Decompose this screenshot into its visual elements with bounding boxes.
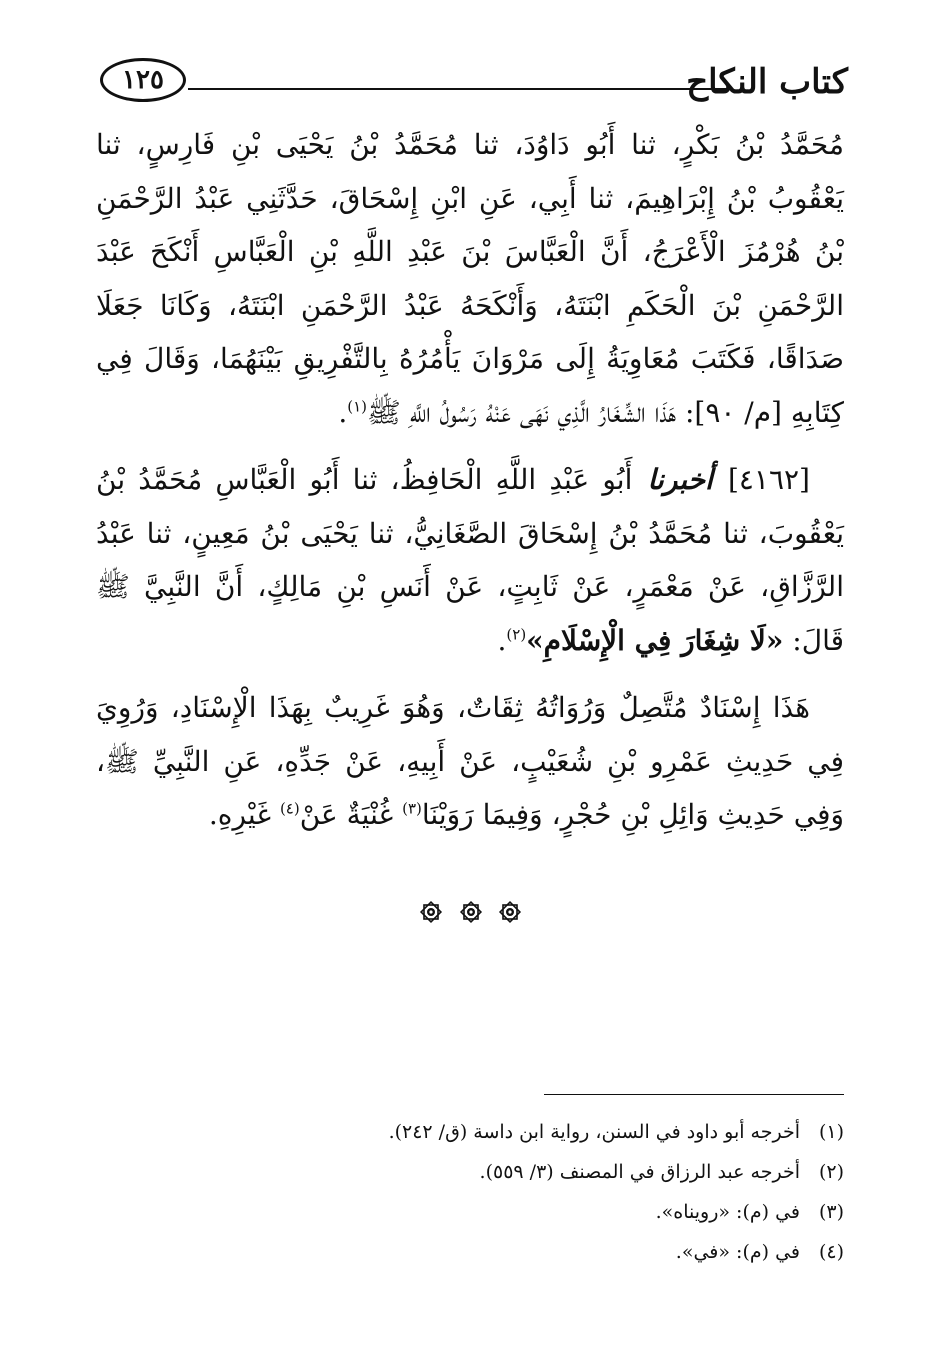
- footnote-4: [96, 1232, 844, 1272]
- paragraph-3-text-b: غُنْيَةٌ عَنْ: [299, 798, 394, 831]
- running-header: [100, 58, 848, 108]
- footnote-number: (١): [818, 1121, 844, 1143]
- lead-word: أخبرنا: [647, 463, 713, 496]
- footnote-ref-4: (٤): [279, 799, 300, 818]
- paragraph-3-text-c: غَيْرِهِ.: [208, 798, 272, 831]
- footnote-3: [96, 1192, 844, 1232]
- section-divider-ornaments: [0, 900, 941, 928]
- page-number: ١٢٥: [100, 58, 186, 102]
- paragraph-3: [96, 681, 844, 842]
- paragraph-2-text: أَبُو عَبْدِ اللَّهِ الْحَافِظُ، ثنا أَبُو الْعَبَّاسِ مُحَمَّدُ بْنُ يَعْقُوبَ، ثنا مُحَمَّدُ بْنُ إِسْحَاقَ الصَّغَانِيُّ، ثنا يَحْيَى بْنُ مَعِينٍ، ثنا عَبْدُ الرَّزَّاقِ، عَنْ مَعْمَرٍ، عَنْ ثَابِتٍ، عَنْ أَنَسِ بْنِ مَالِكٍ، أَنَّ النَّبِيَّ ﷺ قَالَ:: [96, 463, 844, 657]
- main-text: [96, 118, 844, 842]
- paragraph-3-text-a: هَذَا إِسْنَادٌ مُتَّصِلٌ وَرُوَاتُهُ ثِقَاتٌ، وَهُوَ غَرِيبٌ بِهَذَا الْإِسْنَادِ، وَرُوِيَ فِي حَدِيثِ عَمْرِو بْنِ شُعَيْبٍ، عَنْ أَبِيهِ، عَنْ جَدِّهِ، عَنِ النَّبِيِّ ﷺ، وَفِي حَدِيثِ وَائِلِ بْنِ حُجْرٍ، وَفِيمَا رَوَيْنَا: [96, 691, 844, 831]
- footnote-text: في (م): «رويناه».: [655, 1201, 800, 1223]
- footnote-separator: [544, 1094, 844, 1095]
- footnote-2: [96, 1152, 844, 1192]
- paragraph-1-end: .: [338, 395, 348, 429]
- footnote-number: (٣): [818, 1201, 844, 1223]
- footnote-text: أخرجه عبد الرزاق في المصنف (٣/ ٥٥٩).: [479, 1161, 800, 1183]
- hadith-quote: «لَا شِغَارَ فِي الْإِسْلَامِ»: [526, 623, 784, 657]
- footnote-text: في (م): «في».: [675, 1241, 800, 1263]
- book-title: كتاب النكاح: [686, 62, 848, 102]
- footnote-text: أخرجه أبو داود في السنن، رواية ابن داسة (ق/ ٢٤٢).: [388, 1121, 800, 1143]
- header-rule: [188, 88, 730, 90]
- footnote-number: (٤): [818, 1241, 844, 1263]
- footnote-ref-1: (١): [347, 397, 368, 416]
- footnote-ref-2: (٢): [506, 625, 527, 644]
- footnote-ref-3: (٣): [402, 799, 422, 818]
- flower-ornament-icon: [419, 900, 443, 924]
- hadith-number: [٤١٦٢]: [727, 463, 810, 496]
- paragraph-1-text: مُحَمَّدُ بْنُ بَكْرٍ، ثنا أَبُو دَاوُدَ، ثنا مُحَمَّدُ بْنُ يَحْيَى بْنِ فَارِسٍ، ثنا يَعْقُوبُ بْنُ إِبْرَاهِيمَ، ثنا أَبِي، عَنِ ابْنِ إِسْحَاقَ، حَدَّثَنِي عَبْدُ الرَّحْمَنِ بْنُ هُرْمُزَ الْأَعْرَجُ، أَنَّ الْعَبَّاسَ بْنَ عَبْدِ اللَّهِ بْنِ الْعَبَّاسِ أَنْكَحَ عَبْدَ الرَّحْمَنِ بْنَ الْحَكَمِ ابْنَتَهُ، وَأَنْكَحَهُ عَبْدُ الرَّحْمَنِ ابْنَتَهُ، وَكَانَا جَعَلَا صَدَاقًا، فَكَتَبَ مُعَاوِيَةُ إِلَى مَرْوَانَ يَأْمُرُهُ بِالتَّفْرِيقِ بَيْنَهُمَا، وَقَالَ فِي كِتَابِهِ [م/ ٩٠]: هَذَا الشِّغَارُ الَّذِي نَهَى عَنْهُ رَسُولُ اللَّهِ ﷺ: [96, 128, 844, 429]
- flower-ornament-icon: [459, 900, 483, 924]
- paragraph-1: [96, 118, 844, 439]
- paragraph-2: [96, 453, 844, 667]
- footnote-number: (٢): [818, 1161, 844, 1183]
- footnotes: [96, 1112, 844, 1272]
- footnote-1: [96, 1112, 844, 1152]
- paragraph-2-end: .: [497, 623, 507, 657]
- flower-ornament-icon: [498, 900, 522, 924]
